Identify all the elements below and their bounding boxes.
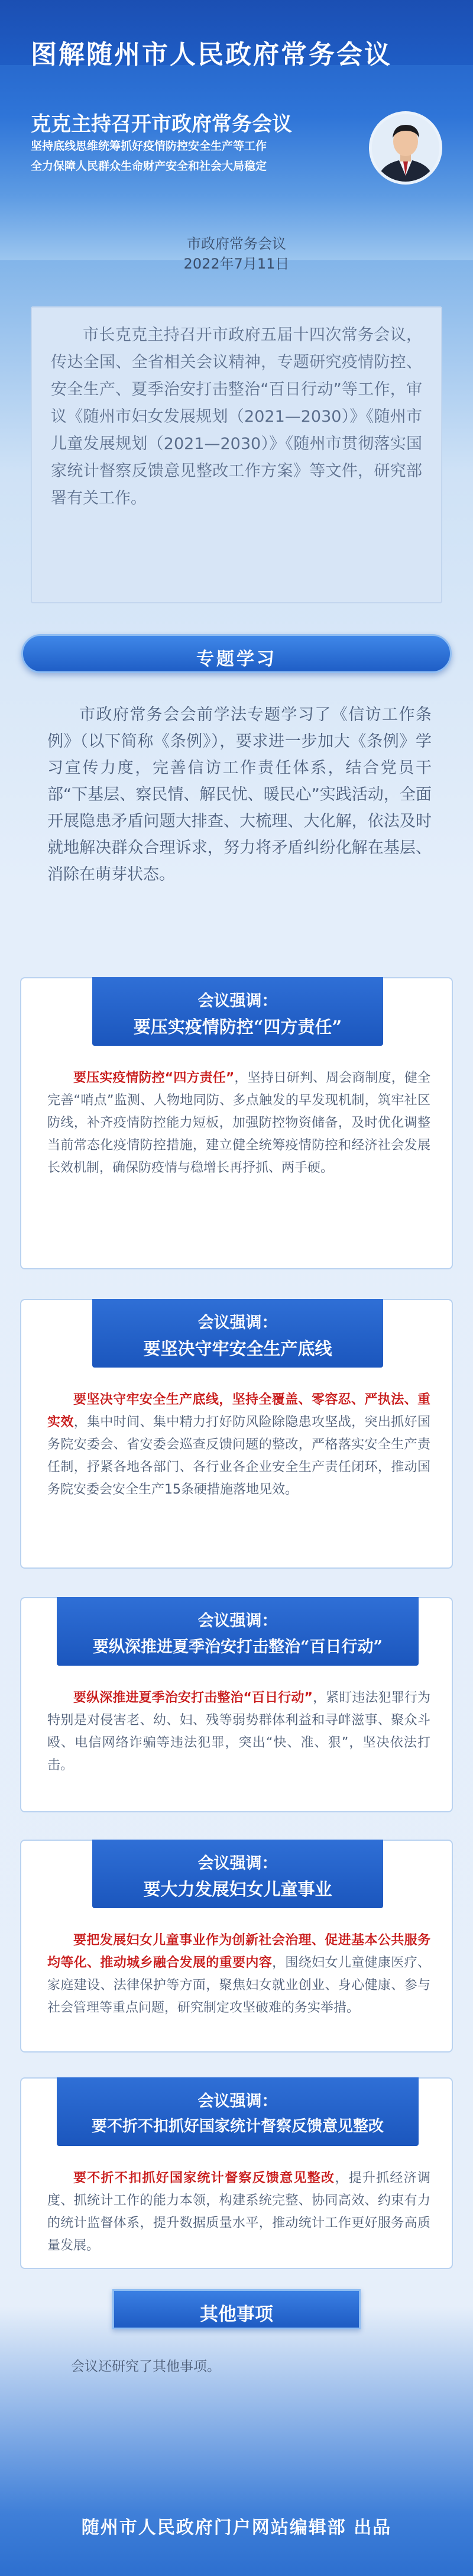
emphasis-card-statistics — [20, 2077, 453, 2269]
card-body — [47, 1067, 430, 1179]
section-banner-label: 其他事项 — [200, 2304, 273, 2325]
intro-text: 市长克克主持召开市政府五届十四次常务会议，传达全国、全省相关会议精神，专题研究疫情防控、安全生产、夏季治安打击整治“百日行动”等工作，审议《随州市妇女发展规划（2021—2030）》《随州市儿童发展规划（2021—2030）》《随州市贯彻落实国家统计督察反馈意见整改工作方案》等文件，研究部署有关工作。 — [51, 326, 422, 508]
footer-credit: 随州市人民政府门户网站编辑部 出品 — [81, 2517, 392, 2538]
card-body — [47, 2167, 430, 2257]
portrait-image — [372, 114, 439, 182]
header-section — [0, 0, 473, 260]
card-header — [92, 977, 383, 1046]
card-highlight: 要纵深推进夏季治安打击整治“百日行动” — [73, 1691, 313, 1705]
card-heading: 要坚决守牢安全生产底线 — [143, 1339, 332, 1359]
emphasis-card-women-children — [20, 1840, 453, 2053]
card-text: ，围绕妇女儿童健康医疗、家庭建设、法律保护等方面，聚焦妇女就业创业、身心健康、参与社会管理等重点问题，研究制定攻坚破难的务实举措。 — [47, 1956, 430, 2015]
card-header — [92, 1840, 383, 1908]
card-text: ，紧盯违法犯罪行为特别是对侵害老、幼、妇、残等弱势群体利益和寻衅滋事、聚众斗殴、电信网络诈骗等违法犯罪，突出“快、准、狠”，坚决依法打击。 — [47, 1691, 430, 1773]
summary-line-1: 坚持底线思维统筹抓好疫情防控安全生产等工作 — [31, 140, 267, 153]
section-banner-study — [21, 634, 452, 673]
card-highlight: 要把发展妇女儿童事业作为创新社会治理、促进基本公共服务均等化、推动城乡融合发展的重要内容 — [47, 1933, 430, 1970]
card-label: 会议强调： — [197, 1612, 278, 1630]
card-body — [47, 1929, 430, 2019]
card-body — [47, 1389, 430, 1501]
headline-summary — [31, 136, 362, 176]
card-text: ，集中时间、集中精力打好防风险除隐患攻坚战，突出抓好国务院安委会、省安委会巡查反馈问题的整改，严格落实安全生产责任制，抒紧各地各部门、各行业各企业安全生产责任闭环，推动国务院安委会安全生产15条硬措施落地见效。 — [47, 1415, 430, 1497]
card-heading: 要大力发展妇女儿童事业 — [143, 1879, 332, 1899]
card-body — [47, 1687, 430, 1777]
speaker-portrait — [369, 111, 442, 185]
card-label: 会议强调： — [197, 992, 278, 1010]
meeting-name: 市政府常务会议 — [187, 235, 286, 252]
meeting-date: 2022年7月11日 — [183, 256, 290, 272]
card-label: 会议强调： — [197, 1854, 278, 1873]
section-banner-other — [112, 2289, 361, 2329]
card-highlight: 要压实疫情防控“四方责任” — [73, 1071, 235, 1085]
section-banner-label: 专题学习 — [196, 649, 277, 670]
card-highlight: 要不折不扣抓好国家统计督察反馈意见整改 — [73, 2171, 335, 2186]
card-heading: 要不折不扣抓好国家统计督察反馈意见整改 — [91, 2118, 384, 2135]
emphasis-card-safety — [20, 1299, 453, 1569]
card-header — [92, 1299, 383, 1368]
headline: 克克主持召开市政府常务会议 — [31, 112, 292, 136]
study-text: 市政府常务会会前学法专题学习了《信访工作条例》（以下简称《条例》），要求进一步加大《条例》学习宣传力度，完善信访工作责任体系，结合党员干部“下基层、察民情、解民忧、暖民心”实践活动，全面开展隐患矛盾问题大排查、大梳理、大化解，依法及时就地解决群众合理诉求，努力将矛盾纠纷化解在基层、消除在萌芽状态。 — [47, 706, 432, 884]
card-heading: 要纵深推进夏季治安打击整治“百日行动” — [92, 1638, 383, 1656]
intro-box — [31, 306, 442, 603]
summary-line-2: 全力保障人民群众生命财产安全和社会大局稳定 — [31, 160, 267, 173]
card-heading: 要压实疫情防控“四方责任” — [133, 1017, 342, 1037]
card-highlight: 要坚决守牢安全生产底线，坚持全覆盖、零容忍、严执法、重实效 — [47, 1392, 430, 1430]
emphasis-card-epidemic — [20, 977, 453, 1269]
page-title: 图解随州市人民政府常务会议 — [31, 40, 392, 70]
card-text: ，提升抓经济调度、抓统计工作的能力本领，构建系统完整、协同高效、约束有力的统计监督体系，提升数据质量水平，推动统计工作更好服务高质量发展。 — [47, 2171, 430, 2253]
card-header — [57, 1597, 419, 1666]
card-text: ，坚持日研判、周会商制度，健全完善“哨点”监测、人物地同防、多点触发的早发现机制，筑牢社区防线，补齐疫情防控能力短板，加强防控物资储备，及时优化调整当前常态化疫情防控措施，建立健全统筹疫情防控和经济社会发展长效机制，确保防疫情与稳增长再抒抓、两手硬。 — [47, 1071, 430, 1175]
card-header — [57, 2077, 419, 2146]
card-label: 会议强调： — [197, 1314, 278, 1332]
other-text: 会议还研究了其他事项。 — [71, 2359, 221, 2374]
card-label: 会议强调： — [197, 2092, 278, 2110]
emphasis-card-security — [20, 1597, 453, 1812]
